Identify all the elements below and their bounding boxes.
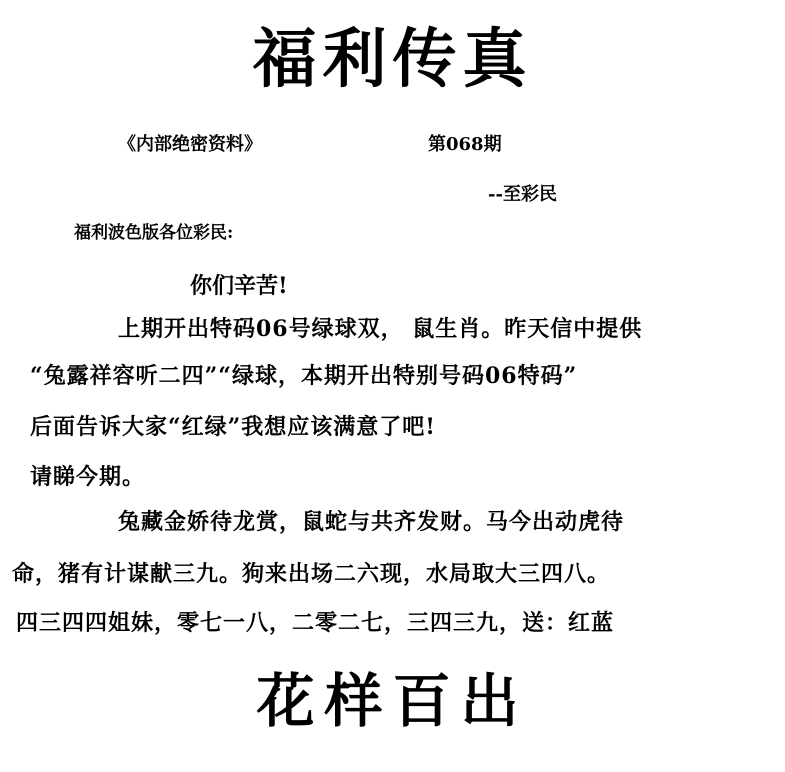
body-line: 后面告诉大家“红绿”我想应该满意了吧! xyxy=(30,414,436,440)
thanks-line: 你们辛苦! xyxy=(190,273,288,299)
body-line: “兔露祥容听二四”“绿球，本期开出特别号码06特码” xyxy=(30,363,578,389)
body-line: 兔藏金娇待龙赏，鼠蛇与共齐发财。马今出动虎待 xyxy=(118,509,625,535)
greeting: 福利波色版各位彩民: xyxy=(74,223,234,243)
confidential-label: 《内部绝密资料》 xyxy=(118,134,262,155)
body-line: 上期开出特码06号绿球双， 鼠生肖。昨天信中提供 xyxy=(118,316,643,342)
body-line: 命，猪有计谋献三九。狗来出场二六现，水局取大三四八。 xyxy=(12,561,611,587)
footer-slogan: 花样百出 xyxy=(256,667,529,735)
document-title: 福利传真 xyxy=(252,22,533,97)
issue-number: 第068期 xyxy=(428,134,502,155)
body-line: 请睇今期。 xyxy=(30,464,146,490)
body-line: 四三四四姐妹，零七一八，二零二七，三四三九，送：红蓝 xyxy=(16,610,615,636)
signature: --至彩民 xyxy=(488,184,557,205)
